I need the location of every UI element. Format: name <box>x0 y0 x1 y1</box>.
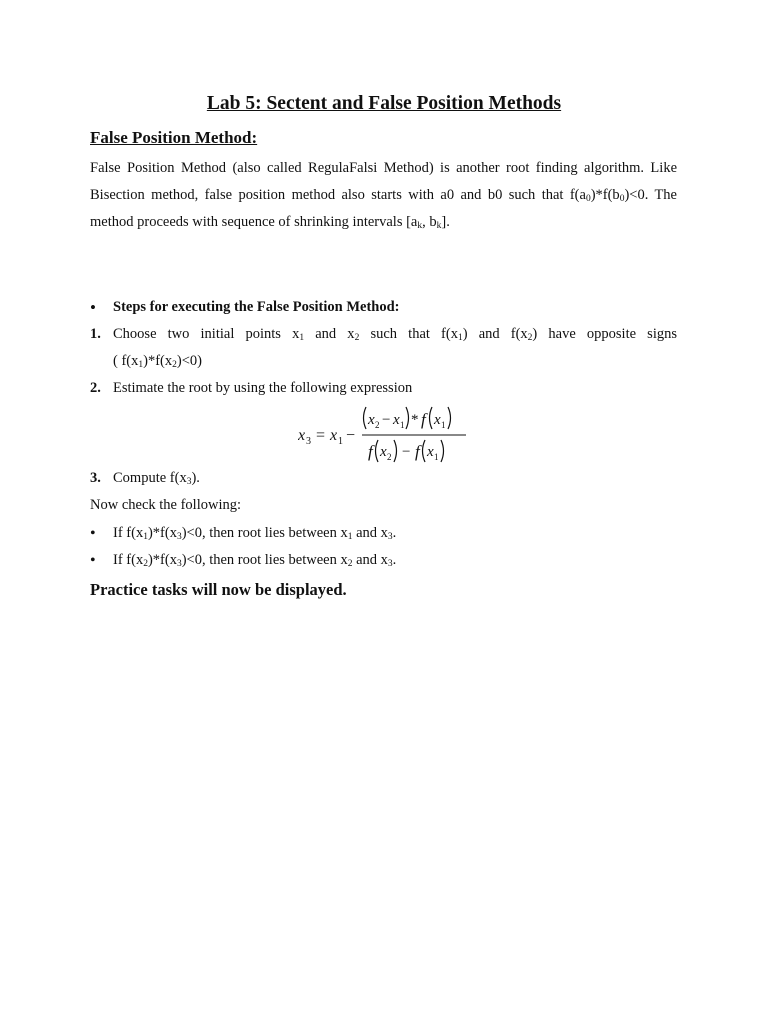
intro-text: Bisection method, false position method also starts with a0 and b0 such that f(a <box>90 187 586 203</box>
subscript: 3 <box>387 559 393 569</box>
svg-text:−: − <box>402 444 411 460</box>
step-number: 1. <box>90 326 101 342</box>
svg-text:1: 1 <box>441 420 446 430</box>
subscript: 3 <box>176 559 182 569</box>
subscript: 2 <box>354 333 360 343</box>
step-number: 2. <box>90 380 101 396</box>
svg-text:1: 1 <box>434 452 439 462</box>
svg-text:2: 2 <box>375 420 380 430</box>
check-text: If f(x <box>113 552 144 568</box>
formula-f: f <box>421 410 426 429</box>
section-heading: False Position Method: <box>90 128 258 147</box>
check-intro: Now check the following: <box>90 497 242 513</box>
subscript: 1 <box>457 333 463 343</box>
step-number: 3. <box>90 470 101 486</box>
svg-text:x: x <box>380 444 387 460</box>
intro-text: )*f(b <box>590 187 620 203</box>
subscript: 3 <box>186 477 192 487</box>
check-text: )<0, then root lies between x <box>181 552 348 568</box>
intro-text: ]. <box>441 214 450 230</box>
step-2-text: Estimate the root by using the following expression <box>113 380 413 396</box>
check-text: )*f(x <box>147 525 177 541</box>
check-text: and x <box>352 525 388 541</box>
formula-x1-var: x <box>330 427 338 444</box>
step-text: ). <box>191 470 200 486</box>
svg-text:x: x <box>393 412 400 428</box>
intro-paragraph <box>90 155 677 236</box>
subscript: k <box>417 221 423 231</box>
step-3-text <box>113 465 677 492</box>
subscript: 0 <box>619 194 625 204</box>
formula-lhs-sub: 3 <box>306 436 311 447</box>
svg-text:x: x <box>368 412 375 428</box>
subscript: 2 <box>527 333 533 343</box>
page-title: Lab 5: Sectent and False Position Methods <box>206 93 562 114</box>
svg-text:f: f <box>415 442 420 461</box>
subscript: 1 <box>143 532 148 542</box>
check-1-text <box>113 520 677 547</box>
intro-line-1: False Position Method (also called RegulaFalsi Method) is another root finding algorithm. Like <box>90 160 677 176</box>
intro-line-3 <box>90 209 677 236</box>
step-1-text <box>113 321 677 375</box>
subscript: 1 <box>347 532 353 542</box>
step-text: such that f(x <box>359 326 458 342</box>
step-text: ( f(x <box>113 353 139 369</box>
step-text: and x <box>304 326 355 342</box>
formula-lhs-var: x <box>298 427 306 444</box>
practice-note: Practice tasks will now be displayed. <box>90 580 347 599</box>
formula-minus: − <box>346 427 356 444</box>
subscript: 3 <box>176 532 182 542</box>
formula-numerator <box>364 407 451 430</box>
step-text: Choose two initial points x <box>113 326 300 342</box>
formula-x1-sub: 1 <box>338 436 343 447</box>
subscript: 1 <box>138 360 144 370</box>
bullet: • <box>90 552 96 569</box>
svg-text:1: 1 <box>400 420 405 430</box>
check-text: If f(x <box>113 525 144 541</box>
step-text: )<0) <box>176 353 202 369</box>
check-text: . <box>392 552 397 568</box>
step-text: )*f(x <box>143 353 173 369</box>
svg-text:x: x <box>434 412 441 428</box>
step-text: ) have opposite signs <box>532 326 677 342</box>
subscript: k <box>436 221 442 231</box>
subscript: 2 <box>172 360 177 370</box>
svg-text:2: 2 <box>387 452 392 462</box>
step-text: Compute f(x <box>113 470 187 486</box>
svg-text:x: x <box>427 444 434 460</box>
false-position-formula <box>298 404 470 466</box>
check-text: . <box>392 525 397 541</box>
svg-text:−: − <box>382 412 391 428</box>
step-1-line-2 <box>113 348 677 375</box>
check-text: )*f(x <box>147 552 177 568</box>
intro-text: , b <box>422 214 437 230</box>
formula-denominator <box>368 440 444 462</box>
check-2-text <box>113 547 677 574</box>
subscript: 3 <box>387 532 393 542</box>
subscript: 2 <box>347 559 353 569</box>
subscript: 1 <box>299 333 305 343</box>
intro-text: )<0. The <box>624 187 677 203</box>
svg-text:*: * <box>411 412 419 428</box>
check-text: and x <box>352 552 388 568</box>
step-text: ) and f(x <box>462 326 528 342</box>
bullet: • <box>90 525 96 542</box>
subscript: 0 <box>585 194 591 204</box>
bullet: • <box>90 298 96 317</box>
check-text: )<0, then root lies between x <box>181 525 348 541</box>
step-1-line-1 <box>113 321 677 348</box>
subscript: 2 <box>143 559 148 569</box>
intro-line-2 <box>90 182 677 209</box>
intro-text: method proceeds with sequence of shrinking intervals [a <box>90 214 418 230</box>
steps-heading: Steps for executing the False Position Method: <box>113 299 400 315</box>
formula-equals: = <box>316 427 326 444</box>
svg-text:f: f <box>368 442 373 461</box>
